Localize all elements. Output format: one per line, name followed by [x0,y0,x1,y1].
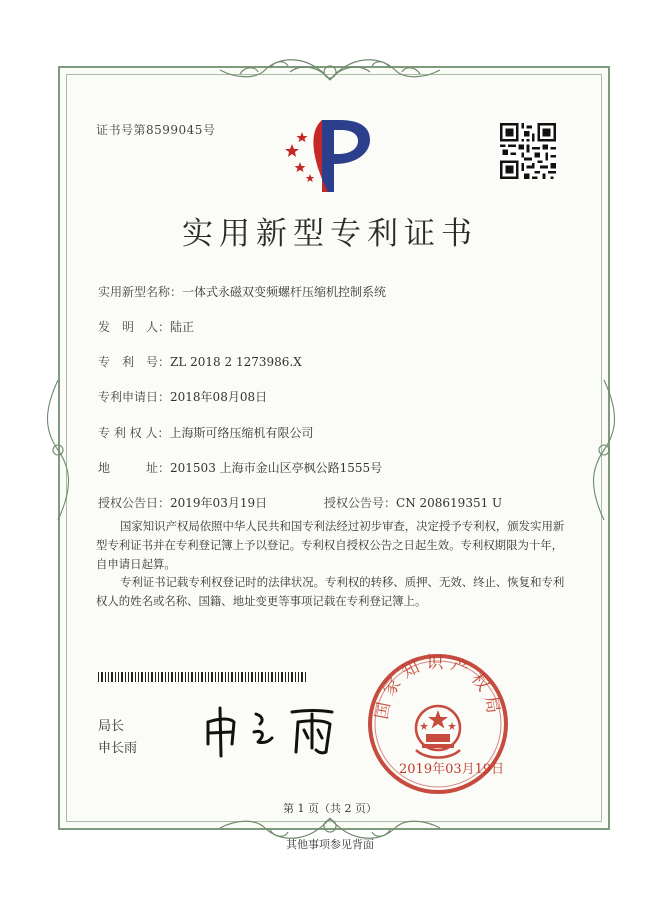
grant-number-value: CN 208619351 U [396,496,503,510]
patentee-label: 专 利 权 人： [98,426,170,440]
director-title: 局长 [98,719,125,734]
statement-paragraph-2: 专利证书记载专利权登记时的法律状况。专利权的转移、质押、无效、终止、恢复和专利权人的姓名或名称、国籍、地址变更等事项记载在专利登记簿上。 [96,575,565,608]
barcode-strip [98,672,308,682]
grant-number-row [324,494,502,511]
patent-office-logo [278,112,378,198]
application-date-row [98,388,267,405]
inventor-label: 发 明 人： [98,320,171,334]
address-value: 201503 上海市金山区亭枫公路1555号 [170,461,383,475]
application-date-label: 专利申请日： [98,390,171,404]
inventor-value: 陆正 [170,320,195,334]
top-ornament [210,50,450,90]
patentee-value: 上海斯可络压缩机有限公司 [169,426,314,440]
name-label: 实用新型名称： [98,285,183,299]
statement-paragraph-1: 国家知识产权局依照中华人民共和国专利法经过初步审查，决定授予专利权，颁发实用新型专利证书并在专利登记簿上予以登记。专利权自授权公告之日起生效。专利权期限为十年，自申请日起算。 [96,519,565,571]
right-ornament [586,380,622,520]
name-value: 一体式永磁双变频螺杆压缩机控制系统 [182,285,387,299]
seal-date: 2019年03月19日 [399,762,505,777]
address-row [98,459,382,476]
grant-date-value: 2019年03月19日 [170,496,268,510]
qr-code [500,123,556,179]
patent-number-row [98,353,302,370]
grant-date-label: 授权公告日： [98,496,171,510]
patent-number-value: ZL 2018 2 1273986.X [170,355,302,369]
svg-text:国家知识产权局: 国家知识产权局 [371,653,505,721]
left-ornament [40,380,76,520]
certificate-title: 实用新型专利证书 [182,216,478,252]
footer-note: 其他事项参见背面 [286,838,374,851]
certificate-number: 证书号第8599045号 [96,123,216,137]
inventor-row [98,318,194,335]
page-number: 第 1 页（共 2 页） [283,802,377,815]
grant-number-label: 授权公告号： [324,496,397,510]
application-date-value: 2018年08月08日 [170,390,268,404]
patentee-row [98,424,313,441]
director-signature [200,700,350,760]
utility-model-name-row [98,283,386,300]
grant-date-row [98,494,267,511]
patent-number-label: 专 利 号： [98,355,171,369]
address-label: 地 址： [98,461,171,475]
director-name: 申长雨 [98,741,138,756]
